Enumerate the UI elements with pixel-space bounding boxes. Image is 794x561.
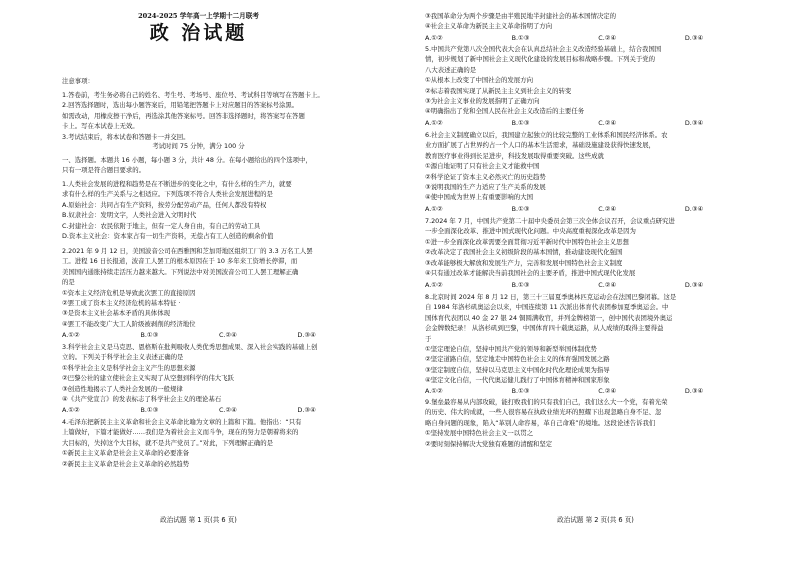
question-2-line: 美国国内通胀持续走活压力越来越大。下列说法中对美国波音公司工人罢工理解正确 xyxy=(62,267,299,276)
exam-header: 2024-2025 学年高一上学期十二月联考 xyxy=(138,12,259,20)
answer-option: B.①③ xyxy=(140,406,159,414)
question-6-line: ④使中国成为世界上有重要影响的大国 xyxy=(425,193,533,202)
question-4-line: ①新民主主义革命是社会主义革命的必要准备 xyxy=(62,449,190,458)
answer-option: C.②④ xyxy=(598,34,617,42)
answer-option: D.③④ xyxy=(684,205,704,213)
page-footer: 政治试题 第 2 页(共 6 页) xyxy=(557,516,634,524)
exam-info: 考试时间 75 分钟，满分 100 分 xyxy=(152,142,245,150)
question-7-line: ②改革决定了我国社会主义初级阶段的基本国情，推动建设现代化强国 xyxy=(425,248,623,257)
question-5-line: ④明确指出了党和全国人民在社会主义改造后的主要任务 xyxy=(425,107,585,116)
answer-option: B.①③ xyxy=(511,205,530,213)
question-2-line: 工。进程 16 日长报道，波音工人罢工的根本原因在于 10 多年来工资增长停滞，而 xyxy=(62,257,298,266)
question-2-line: ②罢工成了资本主义经济危机的基本特征 · xyxy=(62,299,181,307)
notice-line: 2.回答选择题时，选出每小题答案后，用铅笔把答题卡上对应题目的答案标号涂黑。 xyxy=(62,101,299,110)
answer-option: B.①③ xyxy=(511,387,530,395)
question-9-line: 9.堡垒最容易从内部攻破，能打败我们的只有我们自己，我们这么大一个党，有着光荣 xyxy=(425,398,668,406)
question-5-line: 八大表述正确的是 xyxy=(425,65,477,74)
answer-option: A.①② xyxy=(425,387,443,395)
notice-line: 3.考试结束后，将本试卷和答题卡一并交回。 xyxy=(62,132,190,141)
question-9-line: ①坚持发展中国特色社会主义一以贯之 xyxy=(425,429,533,438)
answer-option: A.①② xyxy=(425,34,443,42)
question-7-line: ④只有通过改革才能解决当前我国社会的主要矛盾，推进中国式现代化发展 xyxy=(425,269,636,277)
question-8-line: 8.北京时间 2024 年 8 月 12 日，第三十三届夏季奥林匹克运动会在法国巴黎闭幕。这是 xyxy=(425,293,677,301)
answer-option: D.③④ xyxy=(684,281,704,289)
question-9-line: 的历史、伟大的成就，一些人很容易在执政业绩光环的照耀下出现忽略自身不足、忽 xyxy=(425,408,662,417)
answer-option: D.③④ xyxy=(297,331,316,339)
exam-title: 政 治试题 xyxy=(149,22,248,44)
answer-option: B.①③ xyxy=(511,281,530,289)
question-4-line: 4.毛泽东把新民主主义革命和社会主义革命比喻为文章的上篇和下篇。他指出：“只有 xyxy=(62,418,302,426)
question-3-line: ③创造性地揭示了人类社会发展的一般规律 xyxy=(62,384,183,393)
answer-option: C.②④ xyxy=(598,119,617,127)
question-7-line: 一步全面深化改革、推进中国式现代化问题。中央高度重视深化改革是因为 xyxy=(425,227,636,236)
answer-options xyxy=(425,387,786,395)
section-heading: 一、选择题。本题共 16 小题，每小题 3 分，共计 48 分。在每小题给出的四个选项中， xyxy=(62,156,312,164)
answer-option: B.①③ xyxy=(140,331,159,339)
question-8-line: ②坚定道路自信，坚定地走中国特色社会主义的体育强国发展之路 xyxy=(425,355,610,364)
question-9-line: ②要时刻保持解决大党独有难题的清醒和坚定 xyxy=(425,439,553,448)
answer-option: B.①③ xyxy=(511,34,530,42)
notice-title: 注意事项： xyxy=(62,77,94,85)
answer-option: C.②④ xyxy=(598,387,617,395)
question-4-line: ③我国革命分为两个步骤是由半殖民地半封建社会的基本国情决定的 xyxy=(425,12,617,20)
question-3-line: ④《共产党宣言》的发表标志了科学社会主义的理论基石 xyxy=(62,395,222,403)
question-4-line: ④社会主义革命为新民主主义革命指明了方向 xyxy=(425,22,553,31)
question-8-line: 于 xyxy=(425,334,432,343)
question-5-line: 情，初步规划了新中国社会主义现代化建设的发展目标和战略步骤。下列关于党的 xyxy=(425,55,656,64)
page-footer: 政治试题 第 1 页(共 6 页) xyxy=(160,516,237,524)
answer-options xyxy=(62,331,389,339)
answer-option: D.③④ xyxy=(297,406,316,414)
question-2-line: ①资本主义经济危机是导致此次罢工的直接原因 xyxy=(62,288,196,297)
question-3-line: 3.科学社会主义是马克思、恩格斯在批判吸收人类优秀思想成果、深入社会实践的基础上创 xyxy=(62,343,318,351)
question-4-line: ②新民主主义革命是社会主义革命的必然趋势 xyxy=(62,459,190,468)
question-7-line: 7.2024 年 7 月，中国共产党第二十届中央委员会第三次全体会议召开，会议重点研究进 xyxy=(425,217,675,225)
question-2-line: 的是 xyxy=(62,278,75,287)
answer-option: D.③④ xyxy=(684,387,704,395)
answer-option: A.①② xyxy=(62,406,80,414)
question-6-line: 教育医疗事业得到长足进步，科技发展取得重要突破。这些成就 xyxy=(425,151,604,160)
answer-option: B.①③ xyxy=(511,119,530,127)
question-1-line: C.封建社会：农民依附于地主，但有一定人身自由，有自己的劳动工具 xyxy=(62,221,261,230)
section-heading: 只有一项是符合题目要求的。 xyxy=(62,166,146,175)
question-3-line: ①科学社会主义是科学社会主义产生的思想来源 xyxy=(62,363,196,372)
answer-options xyxy=(425,119,786,127)
question-3-line: 立的。下列关于科学社会主义表述正确的是 xyxy=(62,353,184,362)
question-5-line: ①从根本上改变了中国社会的发展方向 xyxy=(425,76,533,85)
question-8-line: ④坚定文化自信，一代代奥运健儿践行了中国体育精神和国家形象 xyxy=(425,376,610,385)
notice-line: 如需改动，用橡皮擦干净后，再选涂其他答案标号。回答非选择题时，将答案写在答题 xyxy=(62,111,305,120)
question-6-line: ③说明我国的生产力适应了生产关系的发展 xyxy=(425,183,546,191)
question-1-line: 求有什么样的生产关系与之相适应。下列选项不符合人类社会发展进程的是 xyxy=(62,190,273,199)
question-1-line: B.奴隶社会：发明文字，人类社会进入文明时代 xyxy=(62,211,197,220)
answer-option: D.③④ xyxy=(684,119,704,127)
answer-options xyxy=(425,205,786,213)
question-7-line: ③改革能够极大解放和发展生产力，完善和发展中国特色社会主义制度 xyxy=(425,258,623,267)
question-5-line: ②标志着我国实现了从新民主主义到社会主义的转变 xyxy=(425,86,572,95)
question-6-line: 6.社会主义制度确立以后，我国建立起独立的比较完整的工业体系和国民经济体系。农 xyxy=(425,131,668,139)
question-1-line: A.原始社会：共同占有生产资料，按劳分配劳动产品，任何人都没有特权 xyxy=(62,200,267,209)
question-5-line: ③为社会主义事业的发展指明了正确方向 xyxy=(425,97,540,105)
answer-option: C.②④ xyxy=(218,331,237,339)
question-5-line: 5.中国共产党第八次全国代表大会在认真总结社会主义改造经验基础上，结合我国国 xyxy=(425,45,662,53)
answer-option: A.①② xyxy=(425,281,443,289)
answer-option: A.①② xyxy=(62,331,80,339)
answer-option: D.③④ xyxy=(684,34,704,42)
question-6-line: ②科学论证了资本主义必然灭亡的历史趋势 xyxy=(425,172,546,181)
question-6-line: 业方面扩展了占世界约占一个人口的基本生活需求，基础设施建设获得快速发展， xyxy=(425,141,656,150)
answer-option: A.①② xyxy=(425,205,443,213)
question-6-line: ①源自地证明了只有社会主义才能救中国 xyxy=(425,162,540,171)
question-2-line: ④罢工不能改变广大工人阶级被剥削的经济地位 xyxy=(62,319,196,328)
question-1-line: D.资本主义社会：资本家占有一切生产资料，无偿占有工人创造的剩余价值 xyxy=(62,232,274,240)
question-9-line: 略自身问题的现象，陷入“革别人命容易，革自己命难”的境地。这段论述告诉我们 xyxy=(425,418,656,427)
question-8-line: ③坚定制度自信，坚持以马克思主义中国化时代化理论成果为指导 xyxy=(425,365,610,374)
question-4-line: 上篇做好，下篇才能做好……我们是为着社会主义而斗争，现在的努力是朝着将来的 xyxy=(62,428,299,437)
question-8-line: 自 1984 年洛杉矶奥运会以来，中国连续第 11 次派出体育代表团参加夏季奥运会。中 xyxy=(425,303,669,312)
question-2-line: ③是资本主义社会基本矛盾的具体体现 xyxy=(62,309,170,318)
question-7-line: ①进一步全面深化改革需要全面贯彻习近平新时代中国特色社会主义思想 xyxy=(425,237,629,246)
answer-option: C.②④ xyxy=(218,406,237,414)
answer-options xyxy=(425,34,786,42)
answer-option: C.②④ xyxy=(598,205,617,213)
question-1-line: 1.人类社会发展的进程和趋势是在不断进步的变化之中，有什么样的生产力，就要 xyxy=(62,180,292,188)
answer-options xyxy=(425,281,786,289)
exam-page-2 xyxy=(397,0,794,561)
question-8-line: ①坚定理论自信，坚持中国共产党的领导和新型举国体制优势 xyxy=(425,345,597,353)
question-2-line: 2.2021 年 9 月 12 日，美国波音公司在西雅图和芝加哥地区组织工厂的 3.3 万名工人罢 xyxy=(62,247,313,255)
answer-option: A.①② xyxy=(425,119,443,127)
question-4-line: 大目标的，失掉这个大目标，就不是共产党员了。”对此，下列理解正确的是 xyxy=(62,438,273,447)
question-8-line: 国体育代表团以 40 金 27 银 24 铜圆满收官，并列金牌榜第一，创中国代表团境外奥运 xyxy=(425,313,673,322)
question-8-line: 会金牌数纪录！ 从洛杉矶到巴黎，中国体育四十载奥运路，从人成绩的取得主要得益 xyxy=(425,324,664,333)
notice-line: 卡上。写在本试卷上无效。 xyxy=(62,122,139,131)
notice-line: 1.答卷前，考生务必将自己的姓名、考生号、考场号、座位号、考试科目等填写在答题卡上。 xyxy=(62,91,324,99)
question-3-line: ②巴黎公社的建立使社会主义实现了从空想到科学的伟大飞跃 xyxy=(62,374,234,383)
answer-option: C.②④ xyxy=(598,281,617,289)
answer-options xyxy=(62,406,389,414)
